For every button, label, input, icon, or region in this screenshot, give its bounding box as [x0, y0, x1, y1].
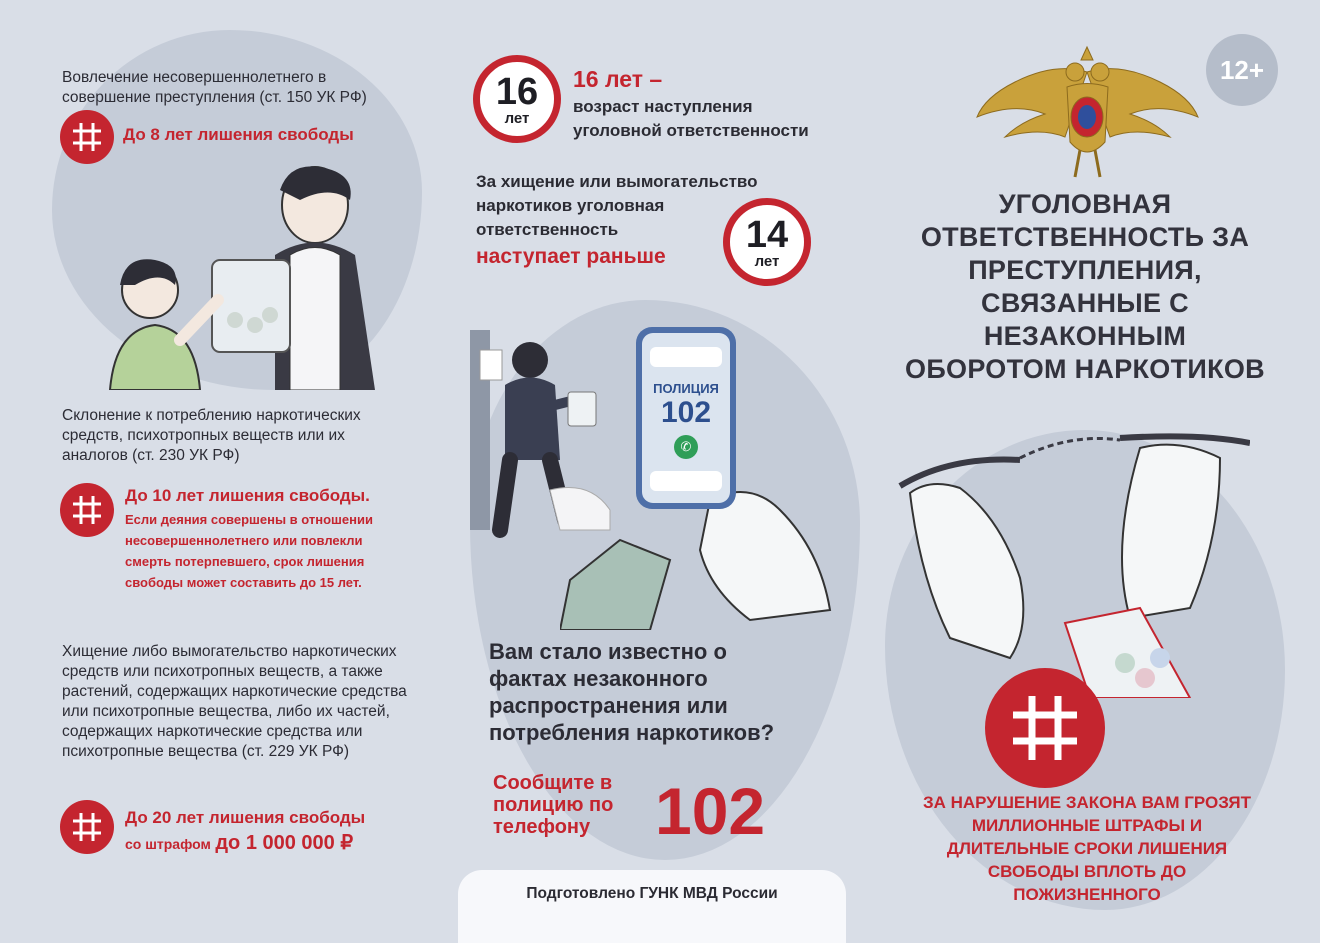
left-block1-text: Вовлечение несовершеннолетнего в совершение преступления (ст. 150 УК РФ) — [62, 69, 367, 106]
report-text: Сообщите в полицию по телефону — [493, 772, 614, 838]
prison-bars-icon — [60, 800, 114, 854]
badge-14-number: 14 — [745, 214, 789, 256]
main-title: УГОЛОВНАЯ ОТВЕТСТВЕННОСТЬ ЗА ПРЕСТУПЛЕНИЯ, СВЯЗАННЫЕ С НЕЗАКОННЫМ ОБОРОТОМ НАРКОТИКОВ — [905, 189, 1265, 384]
age-rating-text: 12+ — [1219, 55, 1265, 85]
left-block3-text: Хищение либо вымогательство наркотических средств или психотропных веществ, а также растений, содержащих наркотические средства или психотропные вещества, либо их частей, содержащих наркотические средства или психотропные вещества (ст. 229 УК РФ) — [62, 643, 407, 760]
left-block3-penalty: До 20 лет лишения свободы — [125, 808, 366, 827]
age-rating-badge — [1206, 34, 1278, 106]
footer-credit — [458, 870, 846, 943]
badge-14-years — [723, 198, 811, 286]
call-icon: ✆ — [674, 435, 698, 459]
question-text: Вам стало известно о фактах незаконного распространения или потребления наркотиков? — [489, 639, 775, 745]
age-text: возраст наступления уголовной ответственности — [573, 97, 809, 140]
badge-16-unit: лет — [504, 110, 530, 127]
badge-14-unit: лет — [754, 253, 780, 270]
left-block2-penalty: До 10 лет лишения свободы. — [125, 486, 370, 505]
warning-text: ЗА НАРУШЕНИЕ ЗАКОНА ВАМ ГРОЗЯТ МИЛЛИОННЫЕ ШТРАФЫ И ДЛИТЕЛЬНЫЕ СРОКИ ЛИШЕНИЯ СВОБОДЫ ВПЛОТЬ ДО ПОЖИЗНЕННОГО — [922, 793, 1252, 904]
message-bubble — [650, 471, 722, 491]
footer-text: Подготовлено ГУНК МВД России — [526, 885, 778, 902]
report-number: 102 — [655, 774, 766, 848]
fine-prefix: со штрафом — [125, 836, 211, 852]
left-block2-note: Если деяния совершены в отношении несовершеннолетнего или повлекли смерть потерпевшего, срок лишения свободы может составить до 15 лет. — [125, 512, 373, 590]
badge-16-number: 16 — [495, 71, 539, 113]
age-title: 16 лет – — [573, 66, 663, 92]
left-block2-text: Склонение к потреблению наркотических средств, психотропных веществ или их аналогов (ст. 230 УК РФ) — [62, 407, 361, 464]
fine-amount: до 1 000 000 ₽ — [215, 832, 354, 854]
adult-child-illustration — [100, 160, 400, 390]
left-block3-fine — [125, 830, 353, 855]
prison-bars-icon — [60, 110, 114, 164]
badge-16-years — [473, 55, 561, 143]
left-block1-penalty: До 8 лет лишения свободы — [123, 125, 354, 144]
handcuffs-illustration — [890, 378, 1250, 698]
theft-text: За хищение или вымогательство наркотиков уголовная ответственность — [476, 172, 758, 239]
theft-emphasis: наступает раньше — [476, 245, 666, 268]
prison-bars-icon — [60, 483, 114, 537]
smartphone — [636, 327, 736, 509]
phone-screen — [642, 333, 730, 503]
prison-bars-icon — [985, 668, 1105, 788]
mvd-eagle-emblem-icon — [975, 42, 1200, 182]
phone-label: ПОЛИЦИЯ — [653, 381, 719, 396]
message-bubble — [650, 347, 722, 367]
phone-number: 102 — [660, 396, 712, 429]
